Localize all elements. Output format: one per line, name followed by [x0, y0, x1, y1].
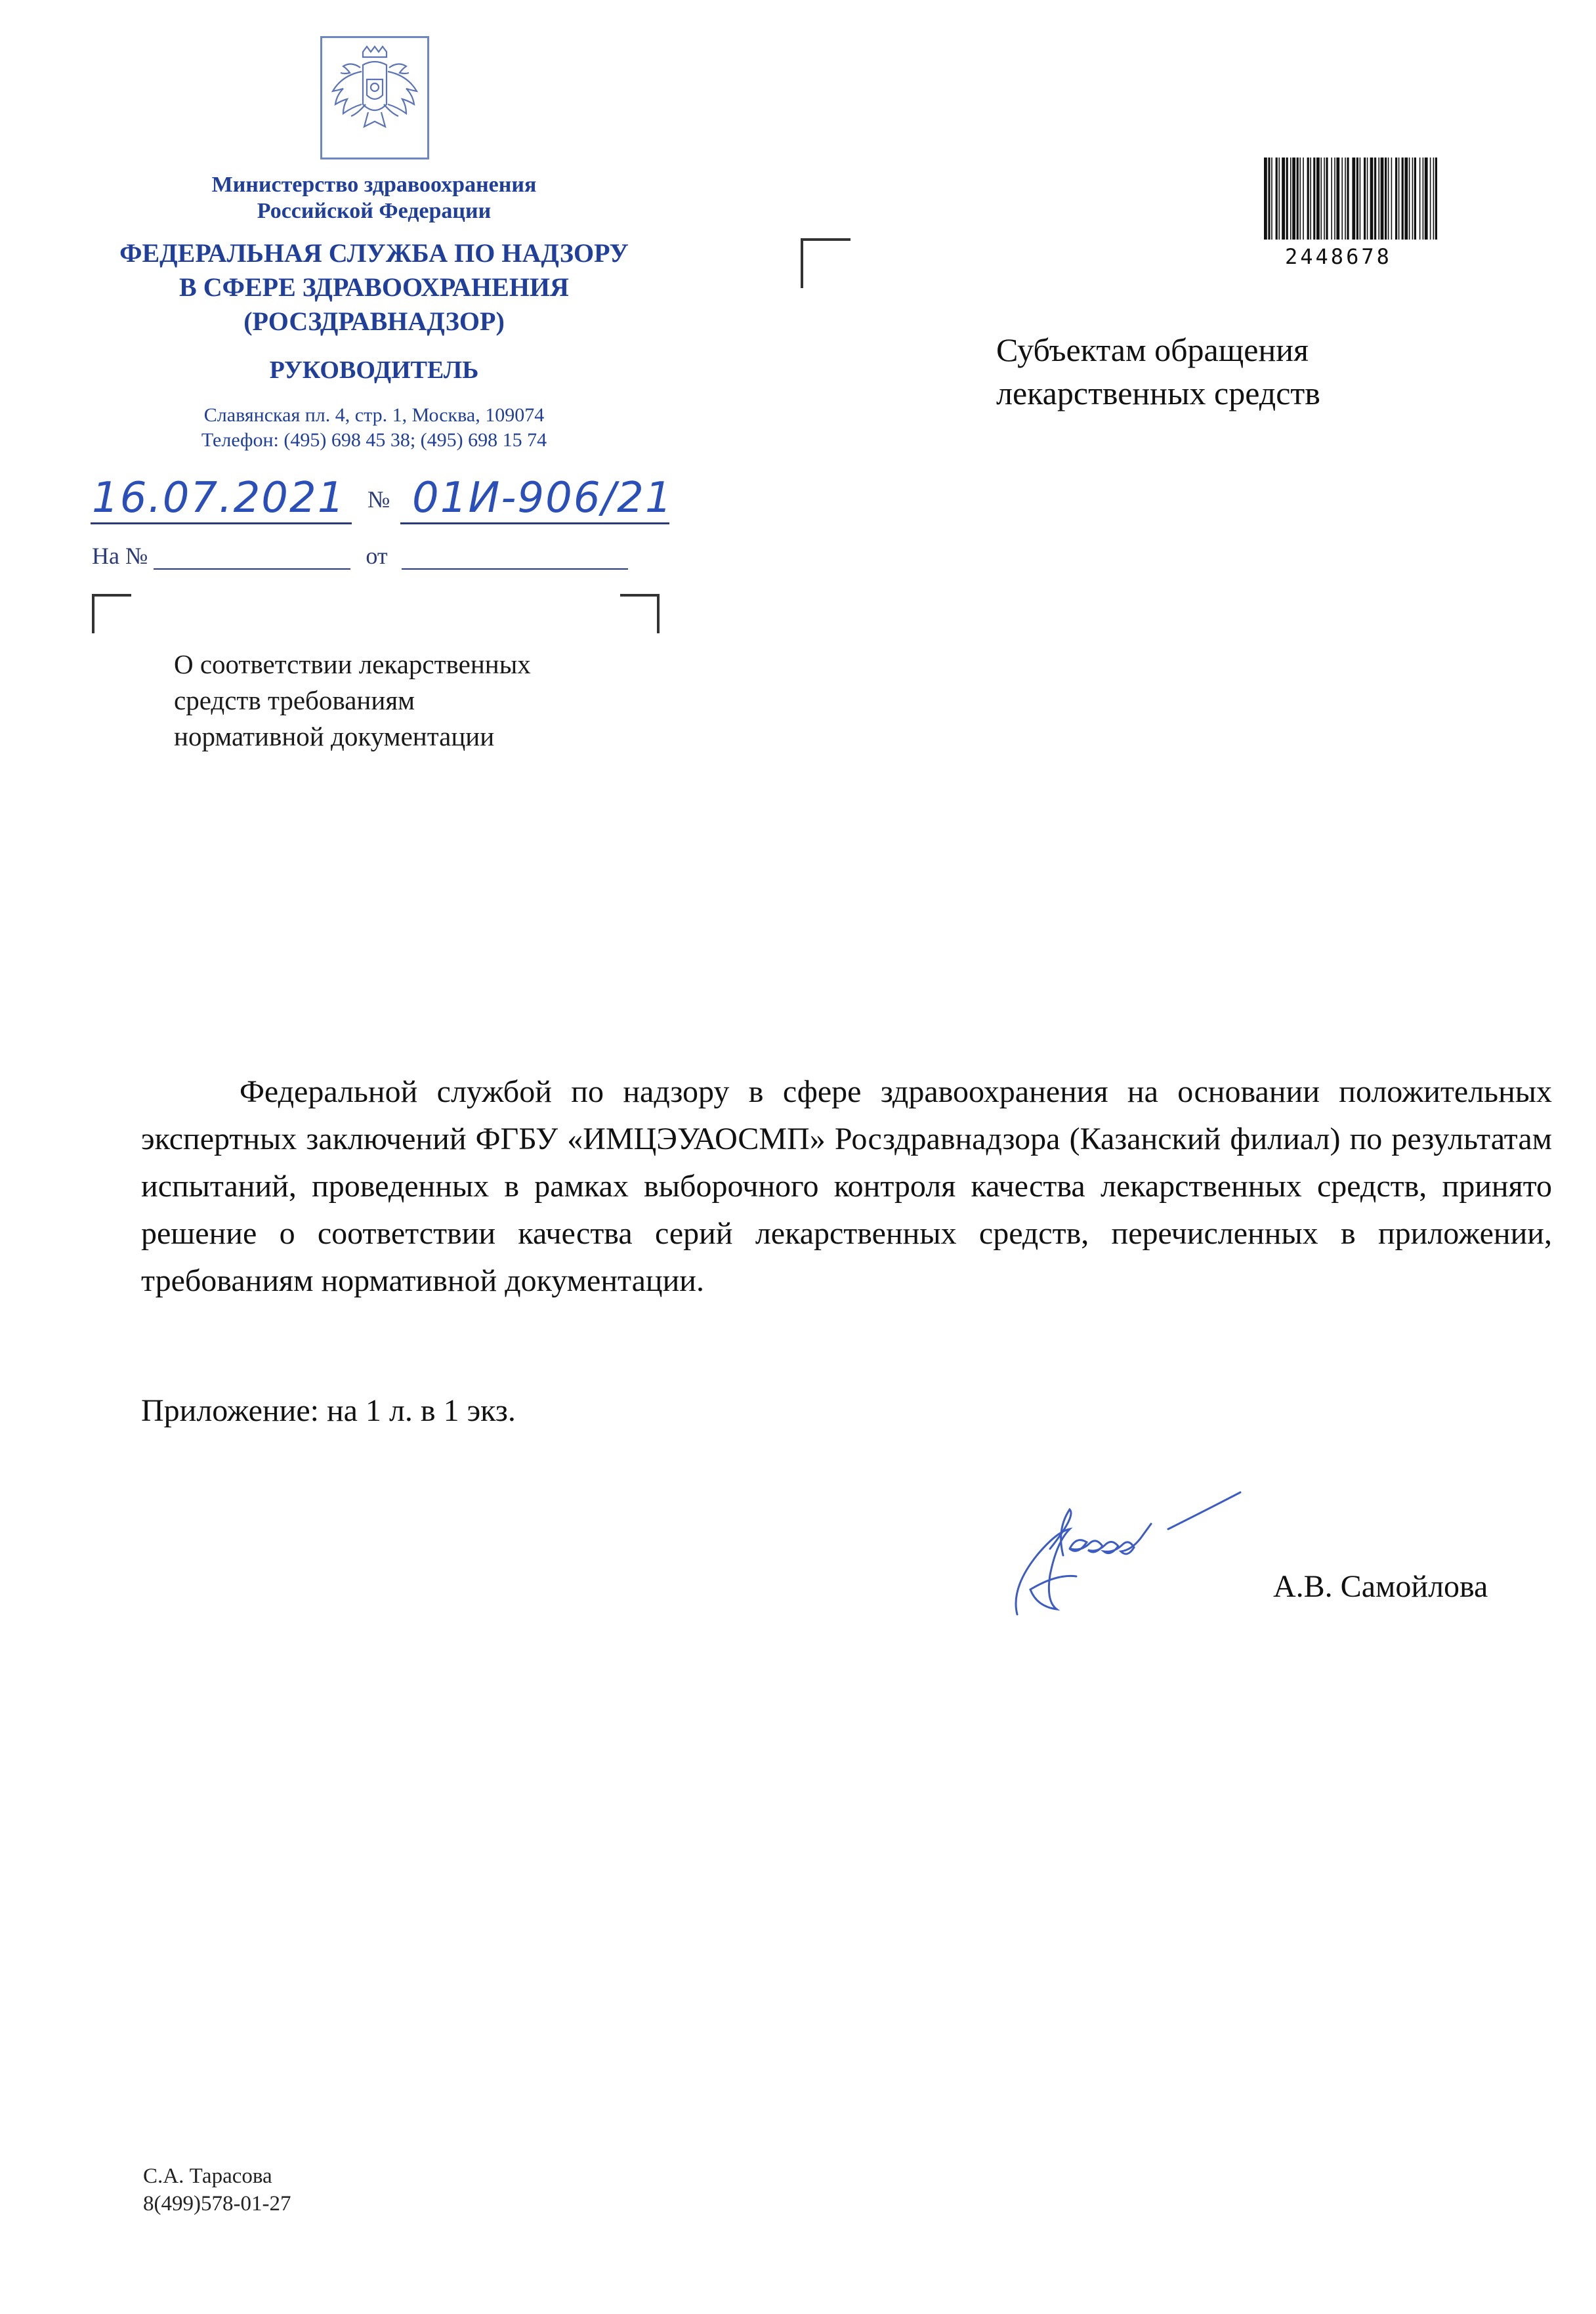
barcode-number: 2448678 [1285, 244, 1392, 269]
address-corner [801, 238, 850, 288]
reference-number-blank [154, 546, 350, 570]
recipient [996, 328, 1320, 415]
service-line-3: (РОСЗДРАВНАДЗОР) [243, 306, 505, 336]
address: Славянская пл. 4, стр. 1, Москва, 109074 [203, 404, 545, 426]
subject-line-1: О соответствии лекарственных [174, 649, 531, 679]
letter-subject [174, 646, 531, 755]
coat-of-arms-emblem [320, 36, 429, 159]
barcode [1261, 158, 1458, 249]
date-underline [91, 522, 352, 524]
registration-number: 01И-906/21 [412, 474, 673, 522]
signer-name: А.В. Самойлова [1273, 1569, 1488, 1604]
ministry-name [72, 172, 676, 224]
subject-corner-right [620, 594, 660, 633]
reference-label: На № [92, 543, 148, 569]
reference-date-blank [402, 546, 628, 570]
number-sign: № [368, 486, 390, 513]
handwritten-signature [971, 1450, 1312, 1647]
recipient-line-2: лекарственных средств [996, 375, 1320, 411]
executor-phone: 8(499)578-01-27 [143, 2192, 291, 2216]
subject-line-2: средств требованиям [174, 685, 415, 715]
subject-line-3: нормативной документации [174, 721, 495, 751]
registration-date: 16.07.2021 [92, 474, 346, 522]
letterhead [72, 172, 676, 453]
service-line-2: В СФЕРЕ ЗДРАВООХРАНЕНИЯ [179, 272, 569, 302]
attachment-note: Приложение: на 1 л. в 1 экз. [141, 1393, 516, 1428]
body-paragraph: Федеральной службой по надзору в сфере здравоохранения на основании положительных экспертных заключений ФГБУ «ИМЦЭУАОСМП» Росздравнадзора (Казанский филиал) по результатам испытаний, проведенных в рамках выборочного контроля качества лекарственных средств, принято решение о соответствии качества серий лекарственных средств, перечисленных в приложении, требованиям нормативной документации. [141, 1074, 1552, 1298]
service-name [72, 236, 676, 339]
ministry-line-1: Министерство здравоохранения [211, 173, 537, 197]
phone: Телефон: (495) 698 45 38; (495) 698 15 74 [201, 429, 547, 451]
executor-name: С.А. Тарасова [143, 2164, 272, 2188]
executor-info [143, 2162, 291, 2218]
ministry-line-2: Российской Федерации [257, 199, 492, 223]
service-line-1: ФЕДЕРАЛЬНАЯ СЛУЖБА ПО НАДЗОРУ [119, 238, 629, 268]
subject-corner-left [92, 594, 131, 633]
number-underline [400, 522, 669, 524]
double-headed-eagle-icon [322, 38, 427, 158]
reference-from-label: от [366, 543, 388, 569]
role-title: РУКОВОДИТЕЛЬ [269, 356, 479, 384]
reference-row [92, 542, 628, 570]
recipient-line-1: Субъектам обращения [996, 331, 1309, 368]
